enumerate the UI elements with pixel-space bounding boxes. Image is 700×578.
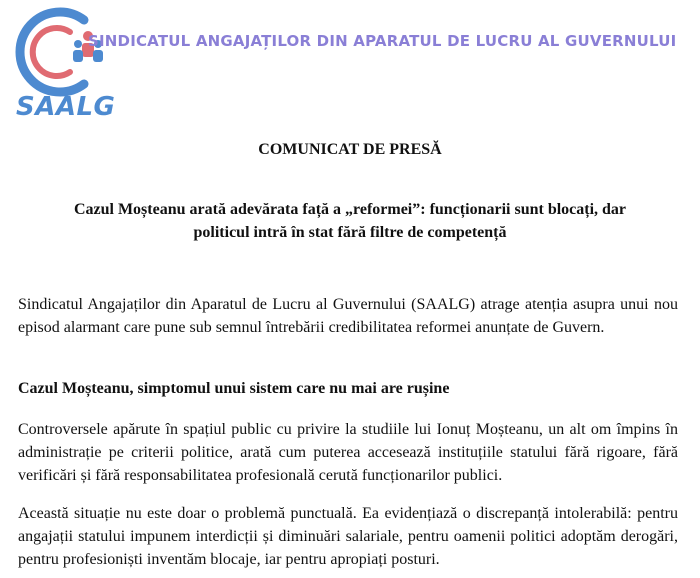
document-title: COMUNICAT DE PRESĂ [258,141,442,158]
section-heading: Cazul Moșteanu, simptomul unui sistem care nu mai are rușine [18,380,450,397]
paragraph-discrepancy: Această situație nu este doar o problemă punctuală. Ea evidențiază o discrepanță intolerabilă: pentru angajații statului impunem interdicții și diminuări salariale, pentru oamenii politici adoptăm derogări, pentru profesioniști inventăm blocaje, iar pentru apropiați posturi. [18,505,678,568]
paragraph-controversy: Controversele apărute în spațiul public cu privire la studiile lui Ionuț Moșteanu, un alt om împins în administrație pe criterii politice, arată cum puterea accesează instituțiile statului fără rigoare, fără verificări și fără responsabilitatea profesională cerută funcționarilor publici. [18,421,678,484]
document-subtitle [30,198,670,244]
organization-name: SINDICATUL ANGAJAȚILOR DIN APARATUL DE LUCRU AL GUVERNULUI [88,32,677,50]
paragraph-intro: Sindicatul Angajaților din Aparatul de Lucru al Guvernului (SAALG) atrage atenția asupra unui nou episod alarmant care pune sub semnul întrebării credibilitatea reformei anunțate de Guvern. [18,296,678,336]
logo-text: SAALG [16,92,116,122]
subtitle-line-2: politicul intră în stat fără filtre de competență [193,224,507,241]
subtitle-line-1: Cazul Moșteanu arată adevărata față a „reformei”: funcționarii sunt blocați, dar [73,201,627,218]
